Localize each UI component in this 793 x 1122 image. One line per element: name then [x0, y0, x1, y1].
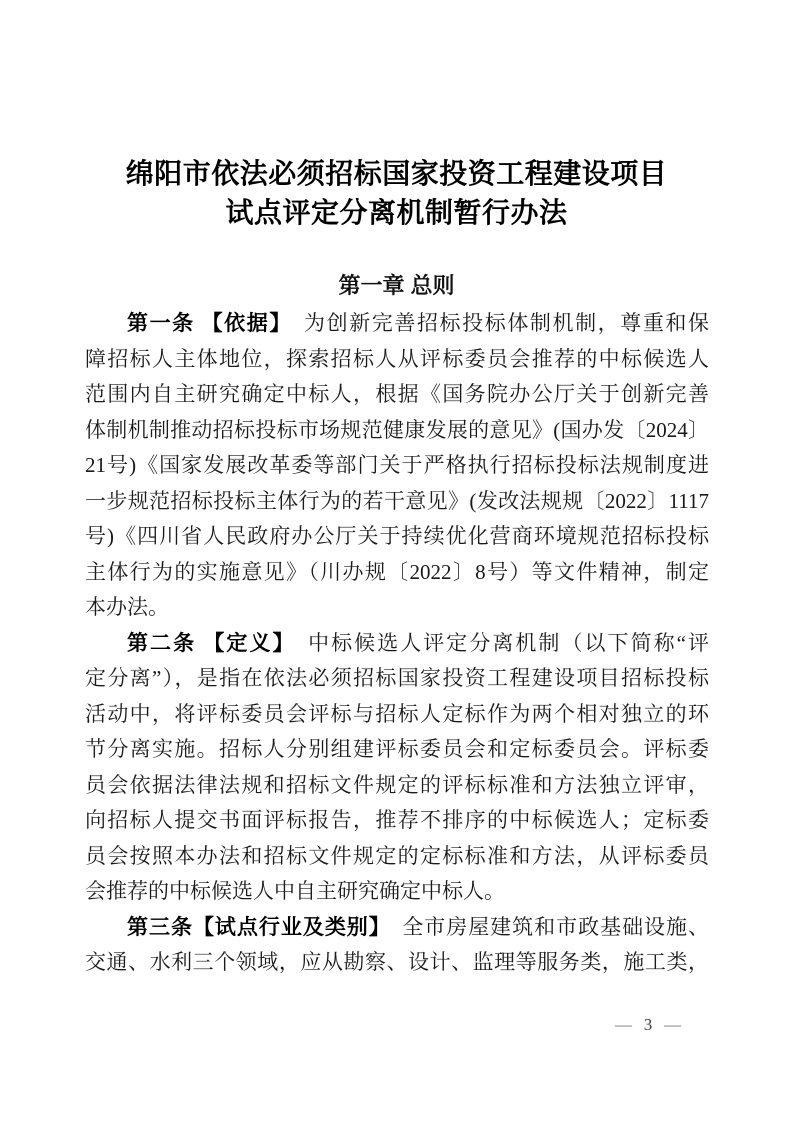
text-run: 体制机制推动招标投标市场规范健康发展的意见》(国办发〔2024〕 [85, 417, 709, 442]
page-number-left-dash: — [615, 1015, 632, 1034]
article-label: 第一条 【依据】 [127, 311, 282, 335]
page-number-right-dash: — [664, 1015, 681, 1034]
text-line [85, 768, 709, 804]
article-3 [85, 910, 709, 981]
text-run: 交通、水利三个领域，应从勘察、设计、监理等服务类，施工类， [85, 950, 709, 974]
text-run: 活动中，将评标委员会评标与招标人定标作为两个相对独立的环 [85, 701, 709, 726]
text-line [85, 874, 709, 910]
text-run: 号)《四川省人民政府办公厅关于持续优化营商环境规范招标投标 [85, 524, 709, 548]
text-line [85, 945, 709, 981]
text-line [85, 377, 709, 413]
article-1 [85, 306, 709, 626]
text-line [85, 484, 709, 520]
page-number [615, 1015, 681, 1035]
text-line [85, 697, 709, 733]
text-line [85, 910, 709, 946]
text-run: 节分离实施。招标人分别组建评标委员会和定标委员会。评标委 [85, 737, 709, 761]
text-run: 定分离”），是指在依法必须招标国家投资工程建设项目招标投标 [85, 666, 709, 690]
text-run: 全市房屋建筑和市政基础设施、 [380, 914, 710, 939]
document-title-line-1: 绵阳市依法必须招标国家投资工程建设项目 [125, 159, 668, 190]
text-line [85, 555, 709, 591]
text-line [85, 590, 709, 626]
text-run: 员会依据法律法规和招标文件规定的评标标准和方法独立评审， [85, 772, 709, 797]
text-line [85, 839, 709, 875]
text-line [85, 306, 709, 342]
article-2 [85, 626, 709, 910]
article-label: 第三条【试点行业及类别】 [127, 914, 381, 939]
text-line [85, 803, 709, 839]
text-run: 本办法。 [85, 595, 169, 619]
text-run: 向招标人提交书面评标报告，推荐不排序的中标候选人；定标委 [85, 808, 709, 832]
text-line [85, 519, 709, 555]
document-body [85, 306, 709, 981]
text-run: 范围内自主研究确定中标人，根据《国务院办公厅关于创新完善 [85, 382, 709, 406]
text-run: 会推荐的中标候选人中自主研究确定中标人。 [85, 879, 505, 903]
text-run: 主体行为的实施意见》（川办规〔2022〕8号）等文件精神，制定 [85, 559, 709, 584]
article-label: 第二条 【定义】 [127, 630, 286, 655]
document-title [0, 155, 793, 233]
text-line [85, 732, 709, 768]
text-line [85, 342, 709, 378]
text-run: 员会按照本办法和招标文件规定的定标标准和方法，从评标委员 [85, 843, 709, 868]
document-title-line-2: 试点评定分离机制暂行办法 [225, 198, 568, 229]
page-number-value: 3 [643, 1015, 653, 1034]
text-line [85, 661, 709, 697]
text-run: 障招标人主体地位，探索招标人从评标委员会推荐的中标候选人 [85, 346, 709, 371]
text-run: 一步规范招标投标主体行为的若干意见》(发改法规规〔2022〕1117 [85, 488, 709, 513]
text-line [85, 626, 709, 662]
text-line [85, 448, 709, 484]
text-run: 21号)《国家发展改革委等部门关于严格执行招标投标法规制度进 [85, 453, 709, 477]
text-line [85, 413, 709, 449]
text-run: 为创新完善招标投标体制机制，尊重和保 [281, 311, 710, 335]
chapter-heading: 第一章 总则 [338, 273, 455, 298]
text-run: 中标候选人评定分离机制（以下简称“评 [285, 630, 710, 655]
